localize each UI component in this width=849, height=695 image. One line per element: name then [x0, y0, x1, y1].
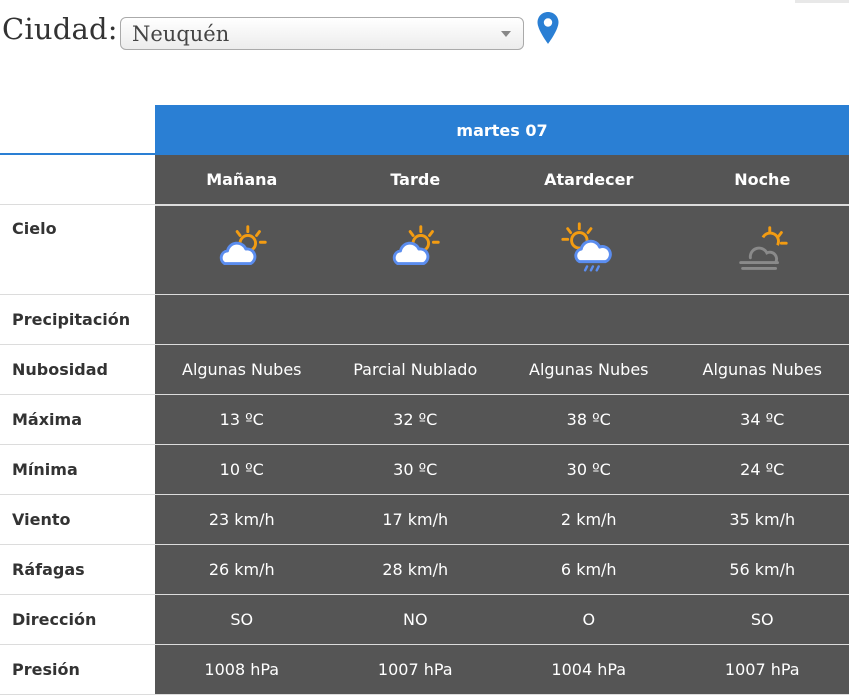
value-cell: SO: [155, 595, 329, 644]
value-cell: Parcial Nublado: [329, 345, 503, 394]
city-select[interactable]: [120, 17, 524, 50]
row-label: Nubosidad: [0, 345, 155, 394]
period-atardecer: Atardecer: [502, 155, 676, 204]
row-cielo: [0, 205, 849, 295]
value-cell: 1008 hPa: [155, 645, 329, 694]
value-cell: 10 ºC: [155, 445, 329, 494]
value-cell: NO: [329, 595, 503, 644]
value-cell: [676, 295, 849, 344]
city-select-value: Neuquén: [132, 22, 229, 46]
value-cell: SO: [676, 595, 849, 644]
row-viento: [0, 495, 849, 545]
dropdown-arrow-icon: [501, 31, 511, 37]
row-label: Viento: [0, 495, 155, 544]
row-maxima: [0, 395, 849, 445]
period-tarde: Tarde: [329, 155, 503, 204]
day-header: martes 07: [155, 105, 849, 155]
value-cell: 35 km/h: [676, 495, 849, 544]
partly-cloudy-sun-icon: [211, 219, 273, 281]
value-cell: O: [502, 595, 676, 644]
value-cell: Algunas Nubes: [676, 345, 849, 394]
value-cell: 6 km/h: [502, 545, 676, 594]
row-label: Presión: [0, 645, 155, 694]
periods-row-label: [0, 155, 155, 204]
period-manana: Mañana: [155, 155, 329, 204]
city-selector-bar: [0, 0, 849, 60]
value-cell: [155, 295, 329, 344]
cloud-sun-rain-icon: [558, 219, 620, 281]
row-label: Cielo: [0, 205, 155, 294]
value-cell: 17 km/h: [329, 495, 503, 544]
value-cell: 30 ºC: [329, 445, 503, 494]
value-cell: 23 km/h: [155, 495, 329, 544]
row-label: Máxima: [0, 395, 155, 444]
value-cell: 1007 hPa: [676, 645, 849, 694]
row-nubosidad: [0, 345, 849, 395]
row-label: Ráfagas: [0, 545, 155, 594]
value-cell: 30 ºC: [502, 445, 676, 494]
row-precipitacion: [0, 295, 849, 345]
value-cell: 1007 hPa: [329, 645, 503, 694]
row-direccion: [0, 595, 849, 645]
value-cell: [502, 295, 676, 344]
value-cell: 32 ºC: [329, 395, 503, 444]
value-cell: 1004 hPa: [502, 645, 676, 694]
row-label: Mínima: [0, 445, 155, 494]
cloud-fog-sun-icon: [731, 219, 793, 281]
value-cell: 24 ºC: [676, 445, 849, 494]
row-rafagas: [0, 545, 849, 595]
value-cell: [329, 295, 503, 344]
value-cell: 28 km/h: [329, 545, 503, 594]
value-cell: 56 km/h: [676, 545, 849, 594]
forecast-table: [0, 155, 849, 695]
value-cell: Algunas Nubes: [502, 345, 676, 394]
value-cell: 2 km/h: [502, 495, 676, 544]
value-cell: 34 ºC: [676, 395, 849, 444]
value-cell: 26 km/h: [155, 545, 329, 594]
value-cell: 13 ºC: [155, 395, 329, 444]
row-minima: [0, 445, 849, 495]
row-presion: [0, 645, 849, 695]
value-cell: Algunas Nubes: [155, 345, 329, 394]
period-noche: Noche: [676, 155, 849, 204]
location-pin-icon[interactable]: [536, 11, 560, 45]
periods-row: [0, 155, 849, 205]
city-label: Ciudad:: [2, 12, 118, 46]
value-cell: 38 ºC: [502, 395, 676, 444]
row-label: Precipitación: [0, 295, 155, 344]
row-label: Dirección: [0, 595, 155, 644]
partly-cloudy-sun-icon: [384, 219, 446, 281]
